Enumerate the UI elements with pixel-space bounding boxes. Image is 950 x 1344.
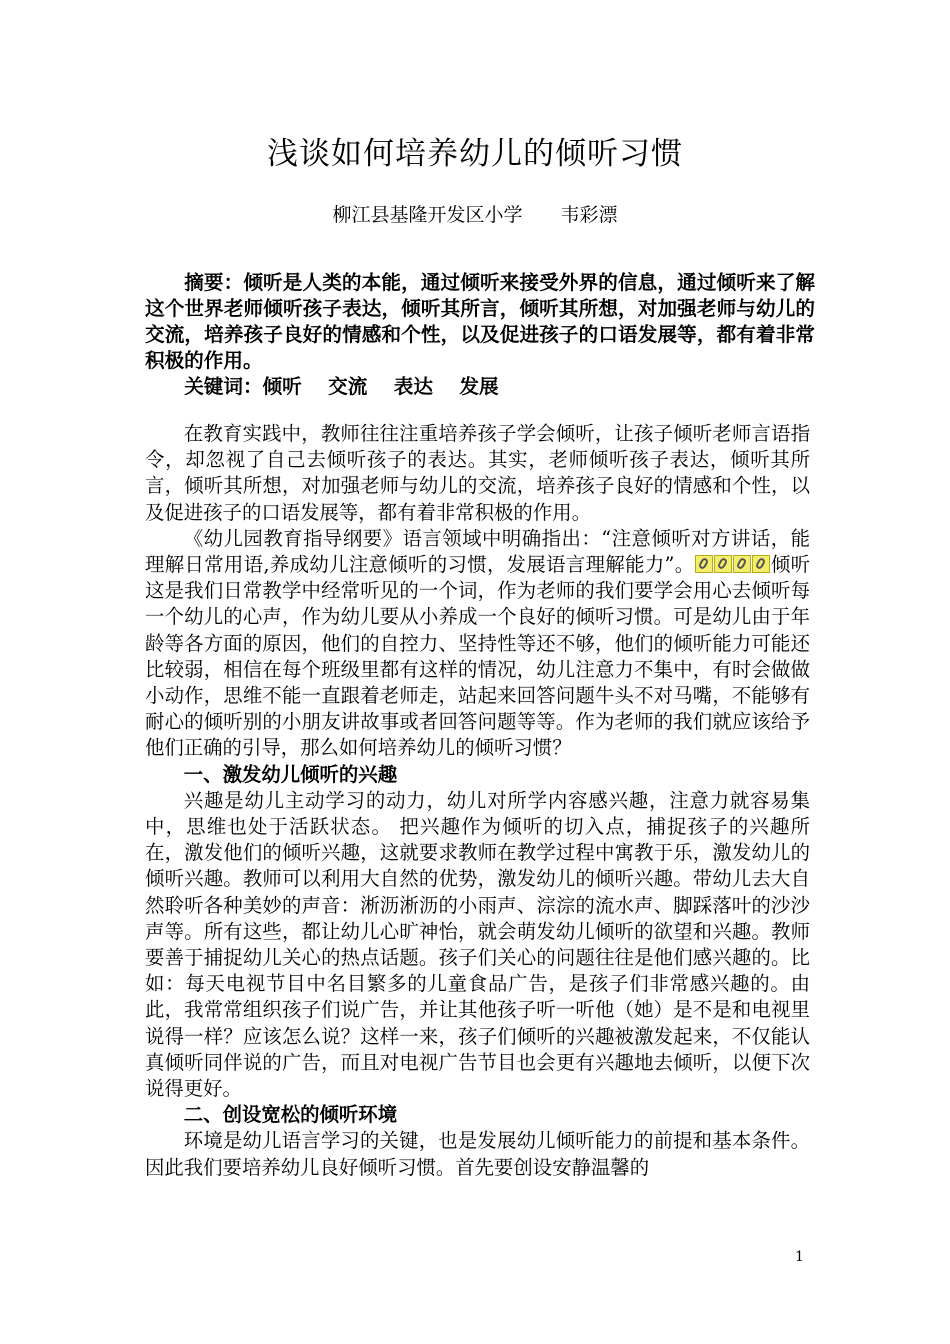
- abstract-block: [145, 270, 815, 400]
- embedded-object-icon: [752, 555, 770, 573]
- section-heading: 一、激发幼儿倾听的兴趣: [183, 762, 398, 786]
- paragraph: [145, 526, 810, 762]
- abstract-text: 摘要：倾听是人类的本能，通过倾听来接受外界的信息，通过倾听来了解这个世界老师倾听孩子表达，倾听其所言，倾听其所想，对加强老师与幼儿的交流，培养孩子良好的情感和个性，以及促进孩子的口语发展等，都有着非常积极的作用。: [145, 271, 815, 372]
- keywords-line: 关键词：倾听 交流 表达 发展: [184, 375, 499, 398]
- paragraph: 在教育实践中，教师往往注重培养孩子学会倾听，让孩子倾听老师言语指令，却忽视了自己去倾听孩子的表达。其实，老师倾听孩子表达，倾听其所言，倾听其所想，对加强老师与幼儿的交流，培养孩子良好的情感和个性，以及促进孩子的口语发展等，都有着非常积极的作用。: [145, 422, 810, 524]
- section-heading: 二、创设宽松的倾听环境: [183, 1103, 398, 1127]
- embedded-object-icon: [695, 555, 713, 573]
- paragraph: 环境是幼儿语言学习的关键，也是发展幼儿倾听能力的前提和基本条件。因此我们要培养幼儿良好倾听习惯。首先要创设安静温馨的: [145, 1129, 810, 1179]
- paragraph-text: 倾听这是我们日常教学中经常听见的一个词，作为老师的我们要学会用心去倾听每一个幼儿的心声，作为幼儿要从小养成一个良好的倾听习惯。可是幼儿由于年龄等各方面的原因，他们的自控力、坚持性等还不够，他们的倾听能力可能还比较弱，相信在每个班级里都有这样的情况，幼儿注意力不集中，有时会做做小动作，思维不能一直跟着老师走，站起来回答问题牛头不对马嘴，不能够有耐心的倾听别的小朋友讲故事或者回答问题等等。作为老师的我们就应该给予他们正确的引导，那么如何培养幼儿的倾听习惯？: [145, 553, 811, 760]
- body-text: [145, 421, 810, 1181]
- document-title: 浅谈如何培养幼儿的倾听习惯: [267, 136, 683, 172]
- embedded-object-icon: [714, 555, 732, 573]
- author-line: 柳江县基隆开发区小学 韦彩漂: [332, 204, 618, 226]
- paragraph: 兴趣是幼儿主动学习的动力，幼儿对所学内容感兴趣，注意力就容易集中，思维也处于活跃状态。 把兴趣作为倾听的切入点，捕捉孩子的兴趣所在，激发他们的倾听兴趣，这就要求教师在教学过程中寓教于乐，激发幼儿的倾听兴趣。教师可以利用大自然的优势，激发幼儿的倾听兴趣。带幼儿去大自然聆听各种美妙的声音：淅沥淅沥的小雨声、淙淙的流水声、脚踩落叶的沙沙声等。所有这些，都让幼儿心旷神怡，就会萌发幼儿倾听的欲望和兴趣。教师要善于捕捉幼儿关心的热点话题。孩子们关心的问题往往是他们感兴趣的。比如：每天电视节目中名目繁多的儿童食品广告，是孩子们非常感兴趣的。由此，我常常组织孩子们说广告，并让其他孩子听一听他（她）是不是和电视里说得一样？应该怎么说？这样一来，孩子们倾听的兴趣被激发起来，不仅能认真倾听同伴说的广告，而且对电视广告节目也会更有兴趣地去倾听，以便下次说得更好。: [145, 788, 810, 1101]
- quote-text: 《幼儿园教育指导纲要》语言领域中明确指出：“注意倾听对方讲话，能理解日常用语,养成幼儿注意倾听的习惯，发展语言理解能力”。: [145, 526, 810, 577]
- page-number: 1: [795, 1249, 804, 1265]
- embedded-object-icon: [733, 555, 751, 573]
